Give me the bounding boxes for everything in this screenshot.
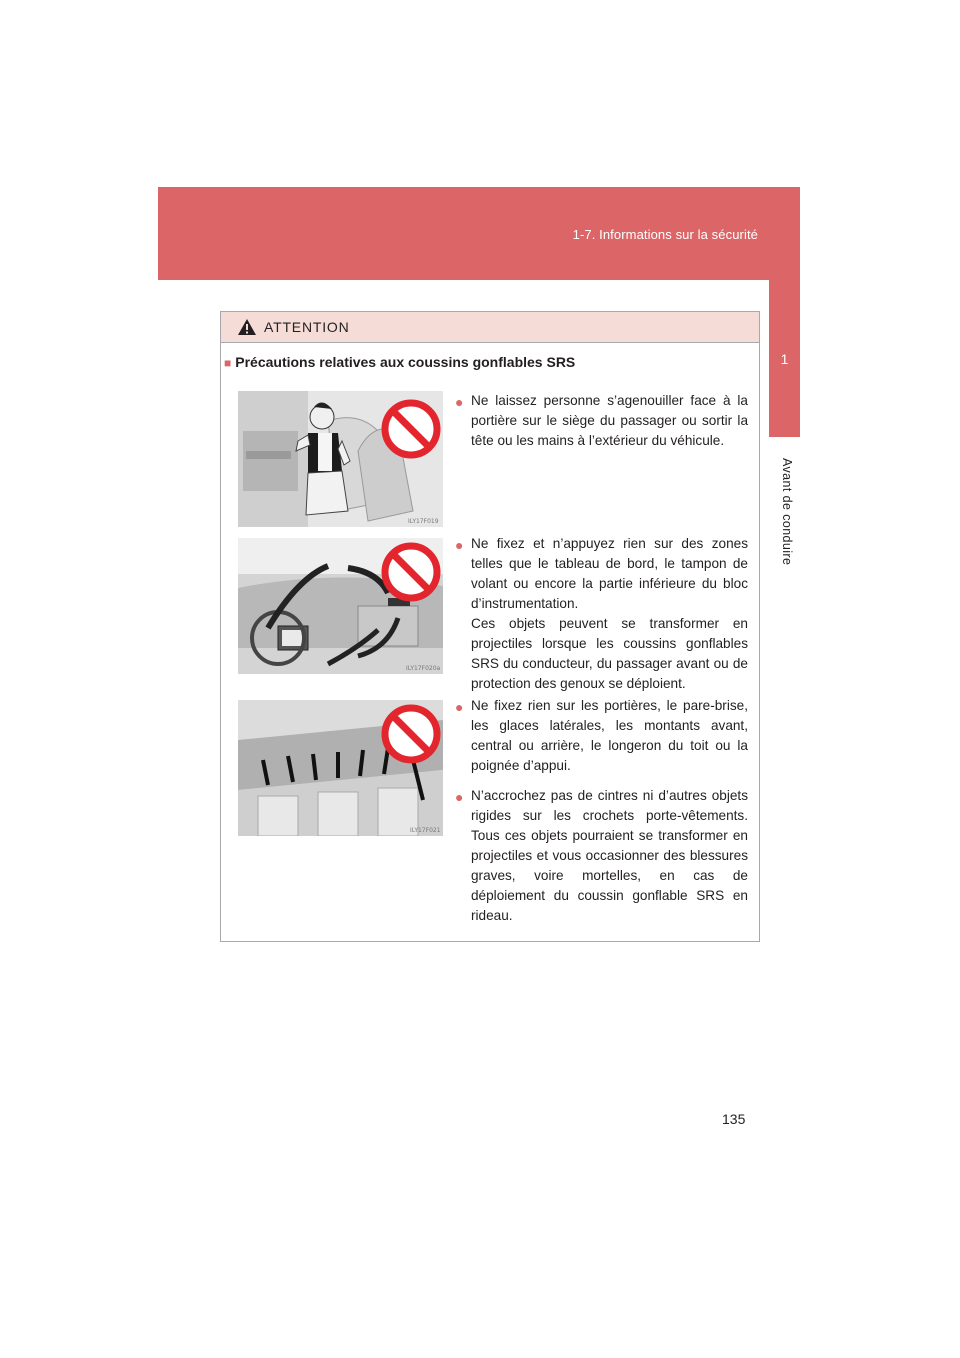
- warning-triangle-icon: [237, 318, 257, 336]
- caution-box: [220, 311, 760, 942]
- caution-title: ATTENTION: [264, 319, 350, 335]
- kneeling-passenger-image: [238, 391, 443, 527]
- section-title: [224, 354, 575, 370]
- prohibition-icon: [385, 708, 437, 760]
- illustration-dashboard: [238, 538, 443, 674]
- chapter-header-band: [158, 187, 800, 280]
- illustration-roof-rail: [238, 700, 443, 836]
- bullet-text: Ne fixez rien sur les portières, le pare-brise, les glaces latérales, les montants avant, central ou arrière, le longeron du toit ou la poignée d’appui.: [471, 698, 748, 773]
- dashboard-image: [238, 538, 443, 674]
- bullet-text: Ne fixez et n’appuyez rien sur des zones telles que le tableau de bord, le tampon de volant ou encore la partie inférieure du bloc d’instrumentation.: [471, 536, 748, 611]
- page-number: 135: [722, 1111, 746, 1127]
- image-code: ILY17F020a: [406, 665, 441, 672]
- prohibition-icon: [385, 403, 437, 455]
- bullet-dot-icon: ●: [455, 537, 464, 553]
- prohibition-icon: [385, 546, 437, 598]
- image-code: ILY17F019: [408, 518, 439, 525]
- caution-bullet: [455, 786, 748, 926]
- caution-bullet: [455, 534, 748, 694]
- illustration-kneeling: [238, 391, 443, 527]
- bullet-text: Ne laissez personne s’agenouiller face à la portière sur le siège du passager ou sortir la tête ou les mains à l’extérieur du véhicule.: [471, 393, 748, 448]
- square-bullet-icon: ■: [224, 356, 232, 370]
- bullet-text: N’accrochez pas de cintres ni d’autres objets rigides sur les crochets porte-vêtements. Tous ces objets pourraient se transformer en projectiles et vous occasionner des blessures graves, voire mortelles, en cas de déploiement du coussin gonflable SRS en rideau.: [471, 788, 748, 923]
- roof-rail-image: [238, 700, 443, 836]
- bullet-extra-text: Ces objets peuvent se transformer en projectiles lorsque les coussins gonflables SRS du conducteur, du passager avant ou de protection des genoux se déploient.: [471, 616, 748, 691]
- bullet-dot-icon: ●: [455, 789, 464, 805]
- chapter-tab: [769, 280, 800, 437]
- caution-bullet: [455, 391, 748, 451]
- caution-header: [221, 312, 759, 343]
- bullet-dot-icon: ●: [455, 394, 464, 410]
- image-code: ILY17F021: [410, 827, 441, 834]
- section-heading: 1-7. Informations sur la sécurité: [572, 227, 758, 242]
- section-title-text: Précautions relatives aux coussins gonflables SRS: [235, 354, 576, 370]
- chapter-label: Avant de conduire: [780, 458, 794, 566]
- bullet-dot-icon: ●: [455, 699, 464, 715]
- caution-bullet: [455, 696, 748, 776]
- chapter-number: 1: [780, 350, 789, 367]
